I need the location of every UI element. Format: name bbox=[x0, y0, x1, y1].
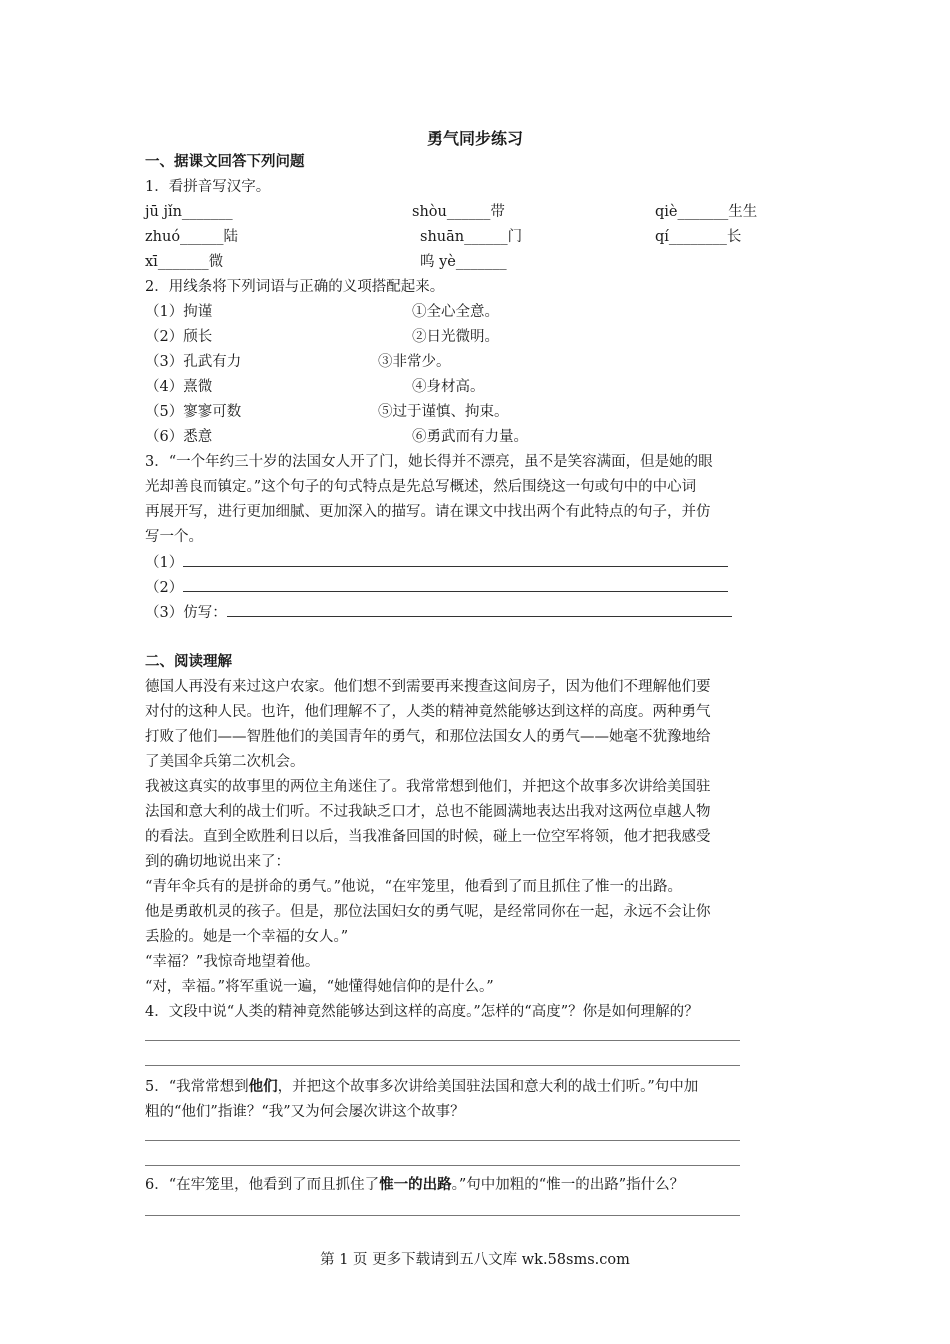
q5-part: 5．“我常常想到 bbox=[145, 1079, 249, 1095]
q6-part: 6．“在牢笼里，他看到了而且抓住了 bbox=[145, 1177, 380, 1193]
answer-blank[interactable] bbox=[183, 577, 728, 592]
match-meaning: ⑤过于谨慎、拘束。 bbox=[378, 404, 509, 420]
passage-line: 法国和意大利的战士们听。不过我缺乏口才，总也不能圆满地表达出我对这两位卓越人物 bbox=[145, 804, 711, 820]
q5-part: ，并把这个故事多次讲给美国驻法国和意大利的战士们听。”句中加 bbox=[277, 1079, 699, 1095]
answer-label: （2） bbox=[145, 580, 184, 596]
q3-text: 再展开写，进行更加细腻、更加深入的描写。请在课文中找出两个有此特点的句子，并仿 bbox=[145, 504, 711, 520]
answer-line-2[interactable] bbox=[145, 577, 728, 598]
match-word: （2）颀长 bbox=[145, 329, 213, 345]
q2-prompt: 2．用线条将下列词语与正确的义项搭配起来。 bbox=[145, 279, 445, 295]
answer-label: （3）仿写： bbox=[145, 605, 227, 621]
page-title: 勇气同步练习 bbox=[426, 129, 523, 148]
q5-text bbox=[145, 1077, 698, 1097]
section2-heading: 二、阅读理解 bbox=[145, 653, 232, 670]
q5-bold: 他们 bbox=[248, 1078, 278, 1095]
passage-line: 丢脸的。她是一个幸福的女人。” bbox=[145, 929, 349, 945]
q4-text: 4．文段中说“人类的精神竟然能够达到这样的高度。”怎样的“高度”？你是如何理解的？ bbox=[145, 1004, 699, 1020]
passage-line: “青年伞兵有的是拼命的勇气。”他说，“在牢笼里，他看到了而且抓住了惟一的出路。 bbox=[145, 879, 682, 895]
q3-text: 3．“一个年约三十岁的法国女人开了门，她长得并不漂亮，虽不是笑容满面，但是她的眼 bbox=[145, 454, 713, 470]
answer-rule[interactable] bbox=[145, 1140, 740, 1141]
answer-label: （1） bbox=[145, 555, 184, 571]
passage-line: 他是勇敢机灵的孩子。但是，那位法国妇女的勇气呢，是经常同你在一起，永远不会让你 bbox=[145, 904, 711, 920]
pinyin-item: qiè_______生生 bbox=[655, 204, 758, 220]
pinyin-item: jū jǐn_______ bbox=[145, 204, 233, 220]
match-meaning: ①全心全意。 bbox=[412, 304, 499, 320]
page-footer: 第 1 页 更多下载请到五八文库 wk.58sms.com bbox=[320, 1252, 630, 1268]
match-word: （6）悉意 bbox=[145, 429, 213, 445]
section1-heading: 一、据课文回答下列问题 bbox=[145, 153, 305, 170]
q6-bold: 惟一的出路 bbox=[379, 1176, 452, 1193]
pinyin-item: zhuó______陆 bbox=[145, 229, 239, 245]
q3-text: 光却善良而镇定。”这个句子的句式特点是先总写概述，然后围绕这一句或句中的中心词 bbox=[145, 479, 697, 495]
passage-line: 了美国伞兵第二次机会。 bbox=[145, 754, 305, 770]
pinyin-item: 呜 yè_______ bbox=[420, 254, 507, 270]
passage-line: 的看法。直到全欧胜利日以后，当我准备回国的时候，碰上一位空军将领，他才把我感受 bbox=[145, 829, 711, 845]
passage-line: 德国人再没有来过这户农家。他们想不到需要再来搜查这间房子，因为他们不理解他们要 bbox=[145, 679, 711, 695]
answer-rule[interactable] bbox=[145, 1215, 740, 1216]
match-word: （1）拘谨 bbox=[145, 304, 213, 320]
match-word: （4）熹微 bbox=[145, 379, 213, 395]
passage-line: 对付的这种人民。也许，他们理解不了，人类的精神竟然能够达到这样的高度。两种勇气 bbox=[145, 704, 711, 720]
passage-line: “对，幸福。”将军重说一遍，“她懂得她信仰的是什么。” bbox=[145, 979, 494, 995]
answer-rule[interactable] bbox=[145, 1165, 740, 1166]
pinyin-item: xī_______微 bbox=[145, 254, 224, 270]
passage-line: 打败了他们——智胜他们的美国青年的勇气，和那位法国女人的勇气——她毫不犹豫地给 bbox=[145, 729, 711, 745]
q3-text: 写一个。 bbox=[145, 529, 203, 545]
match-meaning: ③非常少。 bbox=[378, 354, 451, 370]
q1-prompt: 1．看拼音写汉字。 bbox=[145, 179, 271, 195]
pinyin-item: shuān______门 bbox=[420, 229, 523, 245]
match-word: （5）寥寥可数 bbox=[145, 404, 242, 420]
q6-text bbox=[145, 1175, 684, 1195]
passage-line: 到的确切地说出来了： bbox=[145, 854, 290, 870]
answer-line-3[interactable] bbox=[145, 602, 732, 623]
match-meaning: ②日光微明。 bbox=[412, 329, 499, 345]
answer-rule[interactable] bbox=[145, 1065, 740, 1066]
answer-line-1[interactable] bbox=[145, 552, 728, 573]
pinyin-item: shòu______带 bbox=[412, 204, 505, 220]
answer-blank[interactable] bbox=[227, 602, 732, 617]
passage-line: 我被这真实的故事里的两位主角迷住了。我常常想到他们，并把这个故事多次讲给美国驻 bbox=[145, 779, 711, 795]
q5-text-line2: 粗的“他们”指谁？“我”又为何会屡次讲这个故事？ bbox=[145, 1104, 465, 1120]
match-meaning: ④身材高。 bbox=[412, 379, 485, 395]
q6-part: 。”句中加粗的“惟一的出路”指什么？ bbox=[451, 1177, 685, 1193]
match-meaning: ⑥勇武而有力量。 bbox=[412, 429, 528, 445]
match-word: （3）孔武有力 bbox=[145, 354, 242, 370]
passage-line: “幸福？”我惊奇地望着他。 bbox=[145, 954, 320, 970]
answer-rule[interactable] bbox=[145, 1040, 740, 1041]
answer-blank[interactable] bbox=[183, 552, 728, 567]
pinyin-item: qí________长 bbox=[655, 229, 742, 245]
